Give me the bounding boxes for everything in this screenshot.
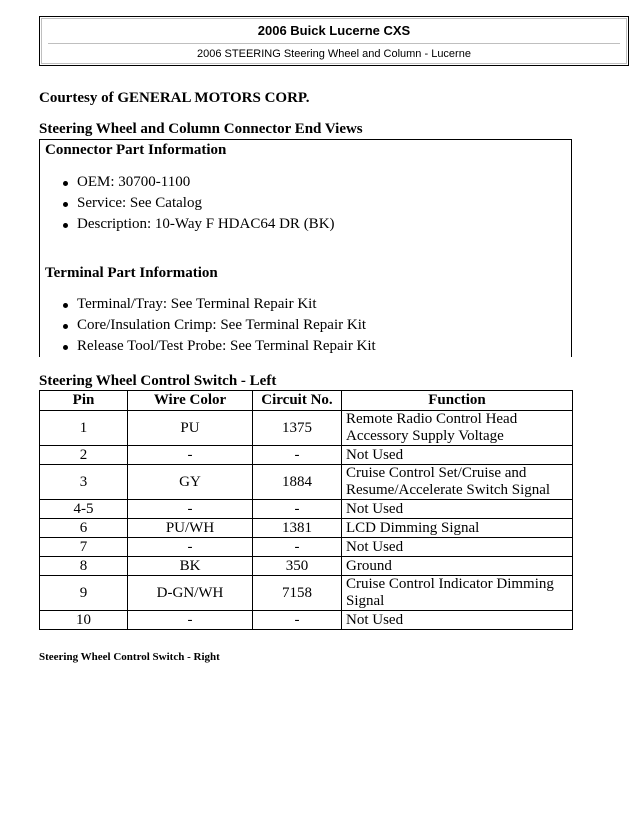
circuit-cell: 7158: [253, 576, 342, 611]
list-item: Release Tool/Test Probe: See Terminal Repair Kit: [40, 336, 376, 357]
list-item: Service: See Catalog: [40, 193, 335, 214]
circuit-cell: 1375: [253, 411, 342, 446]
column-header-circuit-no: Circuit No.: [253, 391, 342, 411]
table-row: [40, 611, 573, 630]
pin-cell: 9: [40, 576, 128, 611]
list-item: OEM: 30700-1100: [40, 172, 335, 193]
wire-color-cell: PU/WH: [128, 519, 253, 538]
wire-color-cell: -: [128, 538, 253, 557]
right-switch-title: Steering Wheel Control Switch - Right: [39, 651, 220, 663]
wire-color-cell: -: [128, 446, 253, 465]
terminal-part-heading: Terminal Part Information: [45, 265, 218, 281]
function-cell: Not Used: [342, 446, 573, 465]
table-row: [40, 465, 573, 500]
circuit-cell: -: [253, 538, 342, 557]
table-row: [40, 411, 573, 446]
connector-part-list: [40, 172, 335, 235]
list-item: Core/Insulation Crimp: See Terminal Repair Kit: [40, 315, 376, 336]
pin-cell: 7: [40, 538, 128, 557]
function-cell: LCD Dimming Signal: [342, 519, 573, 538]
table-row: [40, 538, 573, 557]
left-switch-title: Steering Wheel Control Switch - Left: [39, 373, 277, 389]
circuit-cell: 350: [253, 557, 342, 576]
function-cell: Cruise Control Set/Cruise and Resume/Accelerate Switch Signal: [342, 465, 573, 500]
function-cell: Not Used: [342, 500, 573, 519]
circuit-cell: -: [253, 500, 342, 519]
column-header-wire-color: Wire Color: [128, 391, 253, 411]
terminal-part-list: [40, 294, 376, 357]
wire-color-cell: BK: [128, 557, 253, 576]
table-header-row: [40, 391, 573, 411]
header-subtitle: 2006 STEERING Steering Wheel and Column - Lucerne: [197, 48, 471, 60]
table-row: [40, 519, 573, 538]
wire-color-cell: D-GN/WH: [128, 576, 253, 611]
page-header: [39, 16, 629, 66]
pin-cell: 6: [40, 519, 128, 538]
function-cell: Not Used: [342, 538, 573, 557]
column-header-pin: Pin: [40, 391, 128, 411]
circuit-cell: 1884: [253, 465, 342, 500]
pin-cell: 1: [40, 411, 128, 446]
function-cell: Not Used: [342, 611, 573, 630]
list-item: Description: 10-Way F HDAC64 DR (BK): [40, 214, 335, 235]
pin-cell: 8: [40, 557, 128, 576]
wire-color-cell: GY: [128, 465, 253, 500]
table-row: [40, 446, 573, 465]
table-row: [40, 557, 573, 576]
pin-cell: 3: [40, 465, 128, 500]
pin-cell: 4-5: [40, 500, 128, 519]
connector-part-heading: Connector Part Information: [45, 142, 227, 158]
header-title: 2006 Buick Lucerne CXS: [257, 23, 411, 38]
list-item: Terminal/Tray: See Terminal Repair Kit: [40, 294, 376, 315]
circuit-cell: -: [253, 446, 342, 465]
courtesy-line: Courtesy of GENERAL MOTORS CORP.: [39, 90, 310, 106]
wire-color-cell: -: [128, 611, 253, 630]
pin-cell: 10: [40, 611, 128, 630]
column-header-function: Function: [342, 391, 573, 411]
circuit-cell: -: [253, 611, 342, 630]
header-inner-frame: [41, 18, 627, 64]
connector-section-title: Steering Wheel and Column Connector End Views: [39, 121, 363, 137]
table-row: [40, 500, 573, 519]
circuit-cell: 1381: [253, 519, 342, 538]
function-cell: Ground: [342, 557, 573, 576]
function-cell: Cruise Control Indicator Dimming Signal: [342, 576, 573, 611]
table-row: [40, 576, 573, 611]
left-switch-table: [39, 390, 573, 630]
connector-info-box: [39, 139, 572, 357]
function-cell: Remote Radio Control Head Accessory Supply Voltage: [342, 411, 573, 446]
wire-color-cell: -: [128, 500, 253, 519]
header-divider: [48, 43, 620, 44]
wire-color-cell: PU: [128, 411, 253, 446]
pin-cell: 2: [40, 446, 128, 465]
